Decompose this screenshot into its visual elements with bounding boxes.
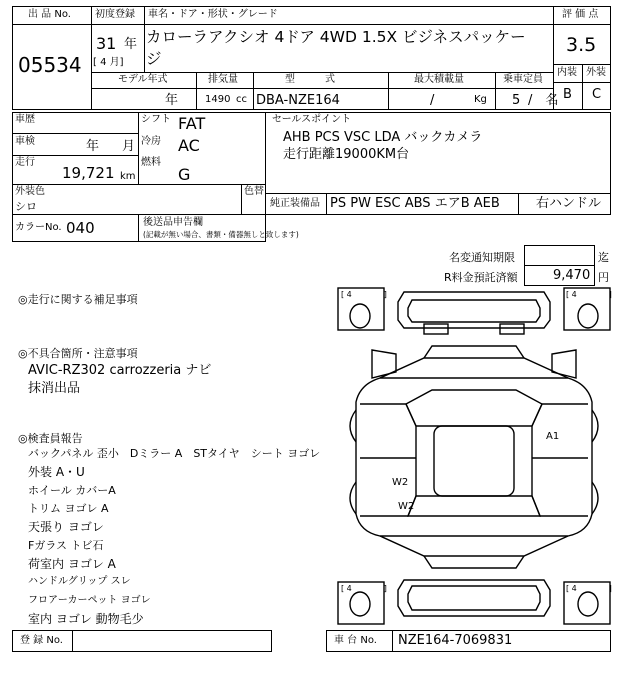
windshield-outline: [406, 390, 542, 426]
damage-mark-w2-lower: W2: [398, 501, 415, 512]
equipment-items: PS PW ESC ABS エアB AEB: [330, 196, 500, 211]
registration-number-label: 登 録 No.: [20, 635, 63, 646]
equipment-label: 純正装備品: [270, 198, 320, 209]
inspection-month-unit: 月: [122, 139, 136, 154]
shift-label: シフト: [141, 114, 171, 125]
name-change-deadline-box: [524, 245, 595, 266]
recycle-fee-unit: 円: [598, 271, 609, 284]
chassis-number-label: 車 台 No.: [334, 635, 377, 646]
mileage-label: 走行: [15, 157, 35, 168]
inspector-line: トリム ヨゴレ A: [28, 502, 109, 515]
first-registration-month: [ 4 月]: [93, 57, 124, 68]
model-year-unit: 年: [165, 93, 179, 108]
displacement-label: 排気量: [208, 74, 238, 85]
interior-label: 内装: [557, 67, 577, 78]
damage-mark-a1: A1: [546, 431, 560, 442]
displacement-unit: cc: [236, 94, 247, 105]
first-registration-label: 初度登録: [95, 9, 135, 20]
sales-point-label: セールスポイント: [272, 114, 352, 125]
chassis-number: NZE164-7069831: [398, 633, 513, 648]
recycle-fee-label: R料金預託済額: [444, 271, 518, 284]
defect-line: AVIC-RZ302 carrozzeria ナビ: [28, 363, 212, 378]
max-load-value: /: [430, 93, 435, 108]
fuel-value: G: [178, 165, 191, 184]
name-change-deadline-label: 名変通知期限: [449, 251, 515, 264]
first-registration-year-unit: 年: [124, 37, 138, 52]
sales-point-line2: 走行距離19000KM台: [283, 147, 410, 162]
inspection-year-unit: 年: [86, 139, 100, 154]
exterior-color-label: 外装色: [15, 186, 45, 197]
inspector-line: バックパネル 歪小 Dミラー A STタイヤ シート ヨゴレ: [28, 447, 321, 460]
inspector-line: 荷室内 ヨゴレ A: [28, 557, 116, 571]
inspection-label: 車検: [15, 136, 35, 147]
tire-depth-rear-left: [ 4 ]: [341, 584, 387, 593]
mileage-value: 19,721: [62, 164, 115, 182]
steering-side: 右ハンドル: [536, 196, 602, 211]
first-registration-year: 31: [96, 34, 117, 53]
exterior-color-value: シロ: [15, 200, 37, 213]
inspector-line: フロアーカーペット ヨゴレ: [28, 595, 151, 606]
exterior-label: 外装: [586, 67, 606, 78]
model-year-label: モデル年式: [118, 74, 168, 85]
defect-line: 抹消出品: [28, 381, 81, 396]
certificate-label: 後送品申告欄: [143, 217, 203, 228]
driving-notes-label: ◎走行に関する補足事項: [18, 293, 138, 306]
inspector-line: 室内 ヨゴレ 動物毛少: [28, 612, 144, 626]
inspector-report-label: ◎検査員報告: [18, 432, 83, 445]
tire-depth-front-right: [ 4 ]: [566, 290, 612, 299]
displacement-value: 1490: [205, 94, 231, 105]
damage-mark-w2-upper: W2: [392, 477, 409, 488]
ac-label: 冷房: [141, 136, 161, 147]
inspector-line: 外装 A・U: [28, 465, 85, 479]
capacity-unit: / 名: [528, 93, 559, 108]
roof-outline: [434, 426, 514, 496]
max-load-unit: Kg: [474, 94, 487, 105]
inspector-line: Fガラス トビ石: [28, 539, 104, 552]
rating-value: 3.5: [566, 34, 597, 56]
rating-label: 評 価 点: [562, 9, 599, 20]
ac-value: AC: [178, 136, 200, 155]
car-name: カローラアクシオ 4ドア 4WD 1.5X ビジネスパッケー: [146, 28, 526, 46]
capacity-label: 乗車定員: [503, 74, 543, 85]
recycle-fee-value: 9,470: [553, 268, 591, 283]
car-body-outline: [356, 378, 592, 536]
car-name-label: 車名・ドア・形状・グレード: [148, 9, 278, 20]
max-load-label: 最大積載量: [414, 74, 464, 85]
defects-label: ◎不具合箇所・注意事項: [18, 347, 138, 360]
car-name-continued: ジ: [146, 50, 162, 68]
shift-value: FAT: [178, 114, 206, 133]
fuel-label: 燃料: [141, 157, 161, 168]
tire-depth-front-left: [ 4 ]: [341, 290, 387, 299]
color-change-label: 色替: [244, 186, 264, 197]
lot-number: 05534: [18, 53, 82, 77]
mileage-unit: km: [120, 171, 136, 182]
inspector-line: ホイール カバーA: [28, 484, 116, 497]
color-number-label: カラーNo.: [15, 222, 62, 233]
history-label: 車歴: [15, 114, 35, 125]
sales-point-line1: AHB PCS VSC LDA バックカメラ: [283, 130, 483, 145]
color-number: 040: [66, 219, 95, 237]
inspector-line: ハンドルグリップ スレ: [28, 576, 131, 587]
type-label: 型 式: [285, 74, 335, 85]
capacity-value: 5: [512, 93, 521, 108]
lot-number-label: 出 品 No.: [28, 9, 71, 20]
certificate-note: (記載が無い場合、書類・備器無しと致します): [143, 230, 299, 239]
car-damage-diagram: [336, 286, 612, 626]
name-change-deadline-unit: 迄: [598, 251, 609, 264]
exterior-grade: C: [592, 87, 602, 102]
interior-grade: B: [563, 87, 572, 102]
tire-depth-rear-right: [ 4 ]: [566, 584, 612, 593]
type-value: DBA-NZE164: [256, 93, 340, 108]
inspector-line: 天張り ヨゴレ: [28, 520, 104, 534]
